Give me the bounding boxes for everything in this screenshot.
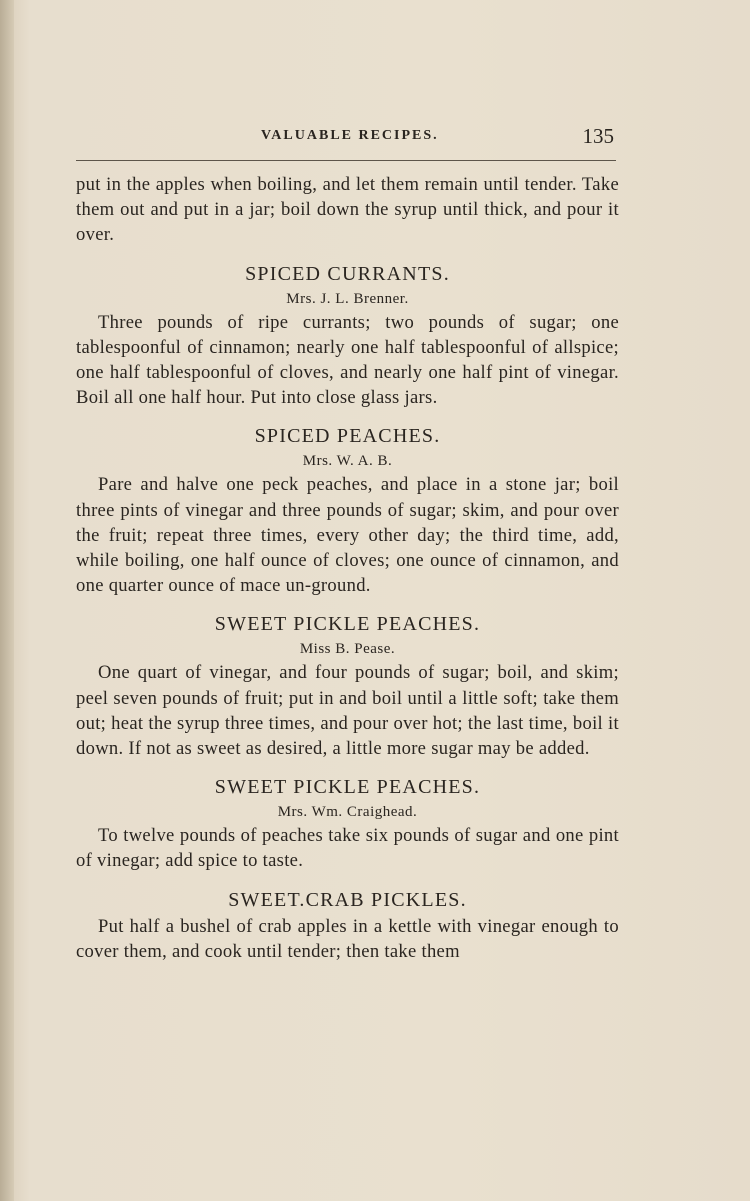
recipe-title: SPICED CURRANTS. [245, 262, 450, 285]
page-gutter [0, 0, 14, 1201]
recipe-text: To twelve pounds of peaches take six pounds of sugar and one pint of vinegar; add spice to taste. [76, 825, 619, 872]
recipe [76, 424, 619, 598]
recipe-title: SWEET PICKLE PEACHES. [214, 776, 481, 799]
recipe [76, 775, 619, 873]
intro-paragraph: put in the apples when boiling, and let them remain until tender. Take them out and put in a jar; boil down the syrup until thick, and pour it over. [76, 174, 619, 246]
recipe-author: Mrs. Wm. Craighead. [277, 804, 418, 821]
recipe-text: Pare and halve one peck peaches, and place in a stone jar; boil three pints of vinegar and three pounds of sugar; skim, and pour over the fruit; repeat three times, every other day; the third time, add, while boiling, one half ounce of cloves; one ounce of cinnamon, and one quarter ounce of mace un-ground. [76, 474, 619, 597]
recipe-text: Put half a bushel of crab apples in a kettle with vinegar enough to cover them, and cook until tender; then take them [76, 915, 619, 962]
recipe-author: Miss B. Pease. [299, 641, 396, 658]
page-number: 135 [582, 124, 614, 148]
header-rule [76, 160, 616, 161]
recipe [76, 888, 619, 964]
recipe-title: SWEET PICKLE PEACHES. [214, 613, 481, 636]
recipe-title: SWEET.CRAB PICKLES. [228, 888, 467, 911]
recipe-text: Three pounds of ripe currants; two pounds of sugar; one tablespoonful of cinnamon; nearly one half tablespoonful of allspice; one half tablespoonful of cloves, and nearly one half pint of vinegar. Boil all one half hour. Put into close glass jars. [76, 311, 619, 409]
recipe [76, 612, 619, 761]
recipe-author: Mrs. J. L. Brenner. [286, 290, 409, 307]
recipe-title: SPICED PEACHES. [254, 425, 441, 448]
page-header [76, 124, 616, 152]
page-body [76, 172, 619, 964]
running-head: VALUABLE RECIPES. [261, 128, 439, 143]
recipe [76, 262, 619, 411]
recipe-text: One quart of vinegar, and four pounds of sugar; boil, and skim; peel seven pounds of fruit; put in and boil until a little soft; take them out; heat the syrup three times, and pour over hot; the last time, boil it down. If not as sweet as desired, a little more sugar may be added. [76, 662, 619, 760]
recipe-author: Mrs. W. A. B. [302, 453, 393, 470]
